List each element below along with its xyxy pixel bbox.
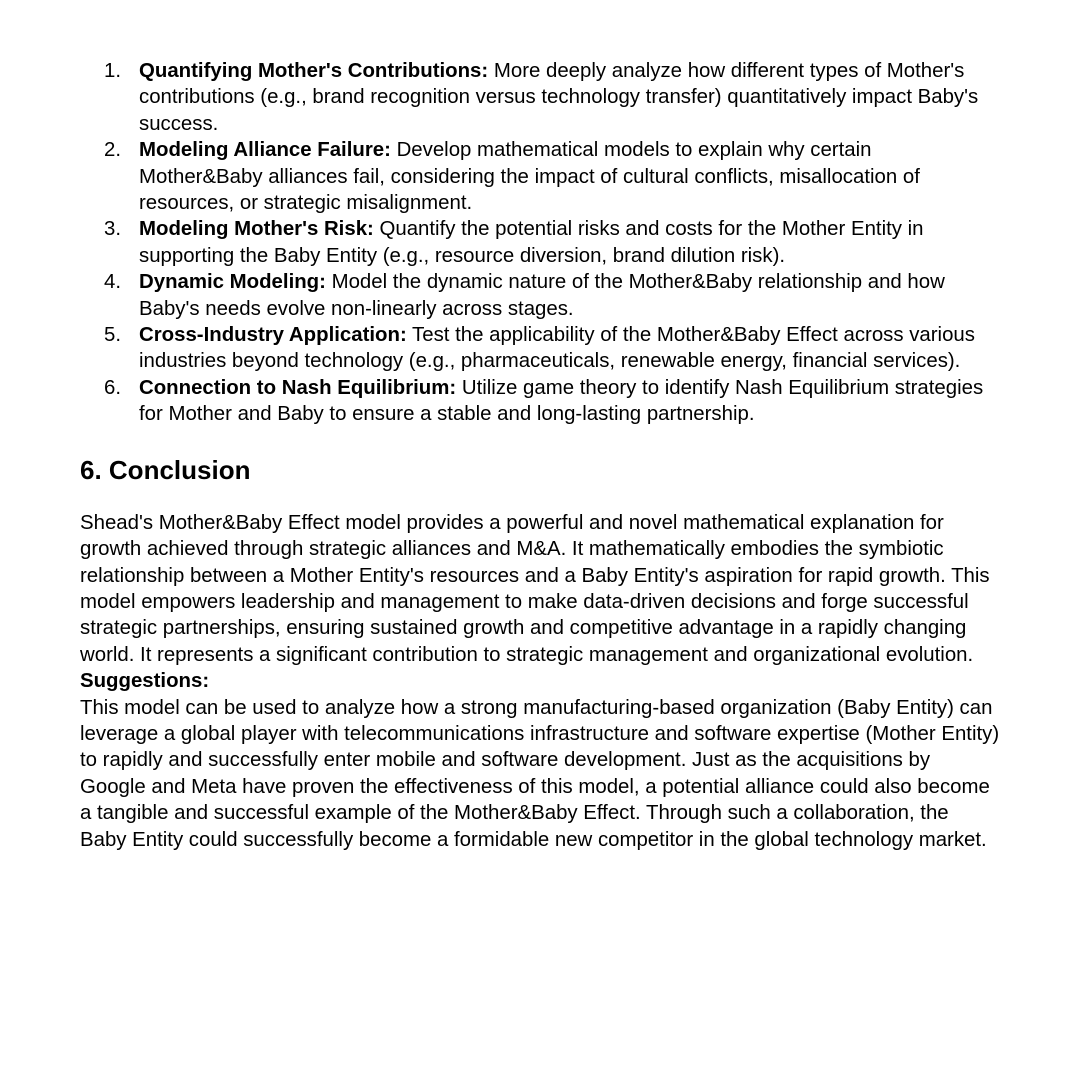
list-item [80, 375, 1000, 428]
list-item-title: Connection to Nash Equilibrium: [139, 376, 457, 399]
list-item-text: Develop mathematical models to explain why certain Mother&Baby alliances fail, considering the impact of cultural conflicts, misallocation of resources, or strategic misalignment. [139, 139, 920, 215]
list-item-number: 6. [104, 376, 122, 399]
list-item-text: Test the applicability of the Mother&Baby Effect across various industries beyond technology (e.g., pharmaceuticals, renewable energy, financial services). [139, 324, 975, 373]
list-item-title: Modeling Alliance Failure: [139, 139, 391, 162]
list-item-text: Quantify the potential risks and costs for the Mother Entity in supporting the Baby Entity (e.g., resource diversion, brand dilution risk). [139, 218, 924, 267]
list-item-title: Quantifying Mother's Contributions: [139, 60, 489, 82]
list-item-title: Modeling Mother's Risk: [139, 218, 374, 241]
list-item-text: Utilize game theory to identify Nash Equilibrium strategies for Mother and Baby to ensure a stable and long-lasting partnership. [139, 376, 984, 426]
list-item-title: Cross-Industry Application: [139, 324, 407, 347]
document-page [80, 58, 1000, 853]
list-item-number: 3. [104, 218, 122, 241]
conclusion-heading: 6. Conclusion [80, 454, 251, 485]
list-item-title: Dynamic Modeling: [139, 271, 326, 294]
list-item-number: 1. [104, 60, 122, 82]
suggestions-label: Suggestions: [80, 670, 210, 693]
suggestions-paragraph: This model can be used to analyze how a strong manufacturing-based organization (Baby Entity) can leverage a global player with telecommunications infrastructure and software expertise (Mother Entity) to rapidly and successfully enter mobile and software development. Just as the acquisitions by Google and Meta have proven the effectiveness of this model, a potential alliance could also become a tangible and successful example of the Mother&Baby Effect. Through such a collaboration, the Baby Entity could successfully become a formidable new competitor in the global technology market. [80, 696, 1000, 851]
list-item [80, 322, 1000, 375]
list-item-number: 2. [104, 139, 122, 162]
list-item [80, 269, 1000, 322]
list-item-text: More deeply analyze how different types of Mother's contributions (e.g., brand recognition versus technology transfer) quantitatively impact Baby's success. [139, 60, 979, 135]
list-item-number: 4. [104, 271, 122, 294]
list-item [80, 216, 1000, 269]
conclusion-paragraph: Shead's Mother&Baby Effect model provides a powerful and novel mathematical explanation for growth achieved through strategic alliances and M&A. It mathematically embodies the symbiotic relationship between a Mother Entity's resources and a Baby Entity's aspiration for rapid growth. This model empowers leadership and management to make data-driven decisions and forge successful strategic partnerships, ensuring sustained growth and competitive advantage in a rapidly changing world. It represents a significant contribution to strategic management and organizational evolution. [80, 511, 990, 666]
future-research-list [80, 58, 1000, 428]
list-item-number: 5. [104, 324, 122, 347]
list-item [80, 58, 1000, 137]
list-item [80, 137, 1000, 216]
list-item-text: Model the dynamic nature of the Mother&Baby relationship and how Baby's needs evolve non-linearly across stages. [139, 271, 945, 320]
